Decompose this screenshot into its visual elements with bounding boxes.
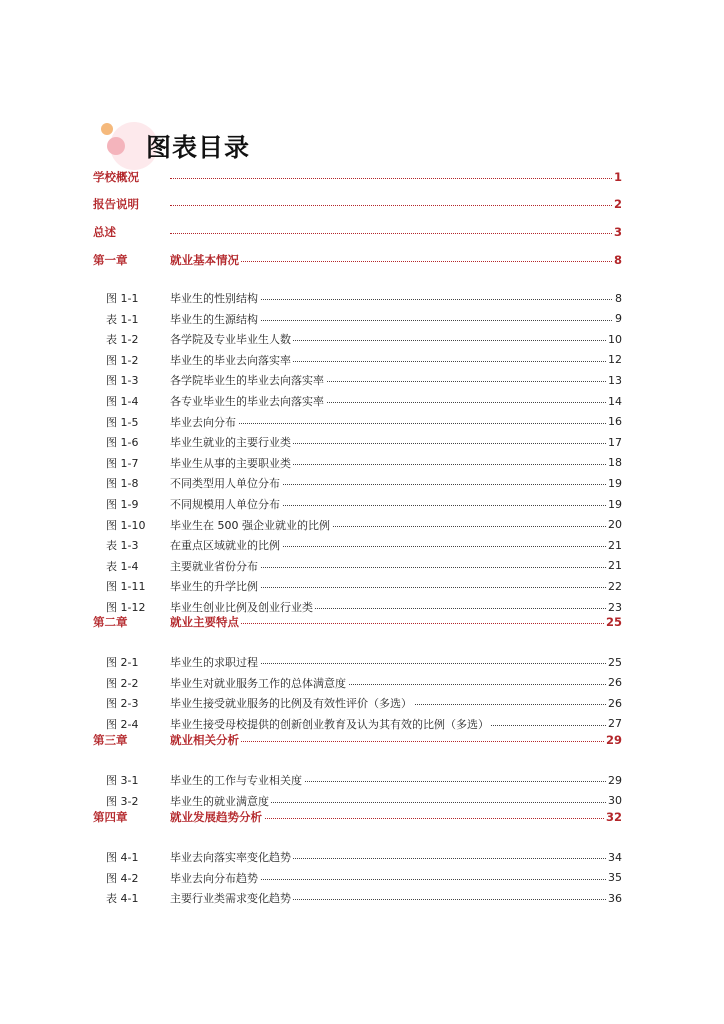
toc-entry-label: 图 1-3	[106, 374, 139, 388]
toc-page-number: 34	[608, 850, 622, 864]
toc-entry-title: 毕业去向分布趋势	[170, 871, 258, 885]
toc-entry-title: 毕业生的升学比例	[170, 580, 258, 594]
toc-entry-label: 图 3-1	[106, 774, 139, 787]
toc-figure-row[interactable]	[0, 535, 724, 555]
toc-page-number: 18	[608, 456, 622, 470]
toc-figure-row[interactable]	[0, 350, 724, 370]
toc-entry-label: 第二章	[93, 615, 128, 629]
toc-entry-label: 图 1-10	[106, 518, 146, 532]
toc-figure-row[interactable]	[0, 868, 724, 888]
toc-entry-title: 毕业生的就业满意度	[170, 794, 269, 808]
toc-entry-label: 图 4-1	[106, 851, 139, 864]
toc-entry-label: 图 1-2	[106, 353, 139, 367]
toc-entry-label: 图 3-2	[106, 794, 139, 808]
toc-page-number: 8	[615, 291, 622, 305]
leader-dots	[170, 178, 614, 179]
toc-figure-row[interactable]	[0, 412, 724, 432]
toc-entry-label: 图 2-4	[106, 717, 139, 731]
toc-entry-title: 就业相关分析	[170, 733, 239, 747]
toc-entry-title: 就业发展趋势分析	[170, 810, 262, 824]
leader-dots	[170, 233, 614, 234]
toc-entry-title: 就业主要特点	[170, 615, 239, 629]
toc-figure-row[interactable]	[0, 391, 724, 411]
toc-entry-title: 主要就业省份分布	[170, 559, 258, 573]
toc-entry-label: 报告说明	[93, 197, 139, 211]
toc-entry-label: 图 1-4	[106, 395, 139, 408]
toc-entry-label: 图 1-6	[106, 436, 139, 450]
toc-entry-label: 图 1-7	[106, 456, 139, 470]
toc-section-row[interactable]	[0, 250, 724, 270]
toc-entry-title: 各专业毕业生的毕业去向落实率	[170, 395, 324, 408]
toc-page-number: 22	[608, 579, 622, 593]
toc-entry-title: 各学院及专业毕业生人数	[170, 333, 291, 347]
toc-entry-label: 图 4-2	[106, 871, 139, 885]
toc-page-number: 29	[608, 773, 622, 787]
toc-entry-title: 不同规模用人单位分布	[170, 498, 280, 511]
toc-figure-row[interactable]	[0, 673, 724, 693]
toc-page-number: 16	[608, 415, 622, 429]
toc-entry-title: 毕业生接受就业服务的比例及有效性评价（多选）	[170, 697, 412, 711]
toc-entry-label: 图 1-8	[106, 477, 139, 491]
toc-entry-title: 毕业生的性别结构	[170, 292, 258, 305]
toc-figure-row[interactable]	[0, 693, 724, 713]
toc-page-number: 26	[608, 696, 622, 710]
toc-page-number: 29	[605, 733, 622, 747]
toc-page-number: 21	[608, 538, 622, 552]
toc-entry-title: 各学院毕业生的毕业去向落实率	[170, 374, 324, 388]
toc-figure-row[interactable]	[0, 432, 724, 452]
toc-entry-label: 表 1-1	[106, 312, 139, 326]
toc-section-row[interactable]	[0, 807, 724, 827]
toc-entry-label: 图 2-3	[106, 697, 139, 711]
toc-page-number: 36	[608, 891, 622, 905]
toc-figure-row[interactable]	[0, 370, 724, 390]
toc-entry-label: 表 1-4	[106, 559, 139, 573]
toc-entry-title: 毕业生接受母校提供的创新创业教育及认为其有效的比例（多选）	[170, 717, 489, 731]
toc-page-number: 12	[608, 353, 622, 367]
toc-page-number: 17	[608, 435, 622, 449]
toc-page-number: 27	[608, 717, 622, 731]
toc-page-number: 23	[608, 600, 622, 614]
toc-entry-title: 毕业去向分布	[170, 415, 236, 429]
toc-page-number: 32	[605, 810, 622, 824]
toc-figure-row[interactable]	[0, 288, 724, 308]
toc-page-number: 19	[608, 476, 622, 490]
toc-entry-title: 毕业生的生源结构	[170, 312, 258, 326]
toc-entry-title: 毕业生就业的主要行业类	[170, 436, 291, 450]
toc-entry-label: 图 1-1	[106, 292, 139, 305]
toc-entry-title: 毕业去向落实率变化趋势	[170, 851, 291, 864]
toc-figure-row[interactable]	[0, 847, 724, 867]
toc-figure-row[interactable]	[0, 329, 724, 349]
toc-entry-title: 毕业生的求职过程	[170, 656, 258, 669]
toc-entry-title: 毕业生在 500 强企业就业的比例	[170, 518, 330, 532]
toc-entry-label: 总述	[93, 225, 116, 239]
toc-page-number: 2	[613, 197, 622, 211]
toc-entry-label: 学校概况	[93, 170, 139, 184]
toc-page-number: 13	[608, 373, 622, 387]
toc-section-row[interactable]	[0, 167, 724, 187]
toc-figure-row[interactable]	[0, 309, 724, 329]
toc-page-number: 3	[613, 225, 622, 239]
toc-page-number: 30	[608, 794, 622, 808]
toc-entry-title: 毕业生从事的主要职业类	[170, 456, 291, 470]
toc-figure-row[interactable]	[0, 576, 724, 596]
toc-entry-label: 图 2-1	[106, 656, 139, 669]
toc-figure-row[interactable]	[0, 453, 724, 473]
toc-page-number: 19	[608, 497, 622, 511]
toc-figure-row[interactable]	[0, 770, 724, 790]
toc-entry-label: 图 1-11	[106, 580, 146, 594]
toc-page-number: 21	[608, 559, 622, 573]
toc-entry-label: 表 4-1	[106, 892, 139, 906]
toc-entry-label: 第三章	[93, 733, 128, 747]
toc-entry-label: 图 1-5	[106, 415, 139, 429]
page-title: 图表目录	[146, 133, 251, 162]
toc-page-number: 9	[615, 312, 622, 326]
toc-page-number: 25	[608, 655, 622, 669]
toc-entry-title: 在重点区域就业的比例	[170, 539, 280, 553]
toc-entry-title: 毕业生的毕业去向落实率	[170, 353, 291, 367]
toc-entry-title: 不同类型用人单位分布	[170, 477, 280, 491]
toc-entry-title: 就业基本情况	[170, 253, 239, 267]
toc-figure-row[interactable]	[0, 888, 724, 908]
toc-entry-label: 第一章	[93, 253, 128, 267]
toc-page-number: 8	[613, 253, 622, 267]
toc-entry-label: 表 1-2	[106, 333, 139, 347]
leader-dots	[170, 205, 614, 206]
toc-entry-title: 毕业生对就业服务工作的总体满意度	[170, 676, 346, 690]
toc-page-number: 14	[608, 394, 622, 408]
toc-entry-label: 第四章	[93, 810, 128, 824]
toc-page-number: 10	[608, 332, 622, 346]
toc-entry-title: 主要行业类需求变化趋势	[170, 892, 291, 906]
toc-page-number: 26	[608, 676, 622, 690]
toc-figure-row[interactable]	[0, 556, 724, 576]
toc-entry-title: 毕业生创业比例及创业行业类	[170, 601, 313, 614]
toc-section-row[interactable]	[0, 222, 724, 242]
toc-page-number: 35	[608, 871, 622, 885]
toc-figure-row[interactable]	[0, 652, 724, 672]
toc-section-row[interactable]	[0, 612, 724, 632]
toc-entry-label: 图 1-9	[106, 498, 139, 511]
toc-figure-row[interactable]	[0, 515, 724, 535]
toc-section-row[interactable]	[0, 194, 724, 214]
toc-section-row[interactable]	[0, 730, 724, 750]
toc-entry-label: 图 1-12	[106, 601, 146, 614]
toc-figure-row[interactable]	[0, 473, 724, 493]
toc-page-number: 1	[613, 170, 622, 184]
toc-figure-row[interactable]	[0, 494, 724, 514]
toc-page-number: 20	[608, 518, 622, 532]
toc-entry-label: 表 1-3	[106, 539, 139, 553]
toc-entry-title: 毕业生的工作与专业相关度	[170, 774, 302, 787]
toc-page-number: 25	[605, 615, 622, 629]
toc-entry-label: 图 2-2	[106, 676, 139, 690]
